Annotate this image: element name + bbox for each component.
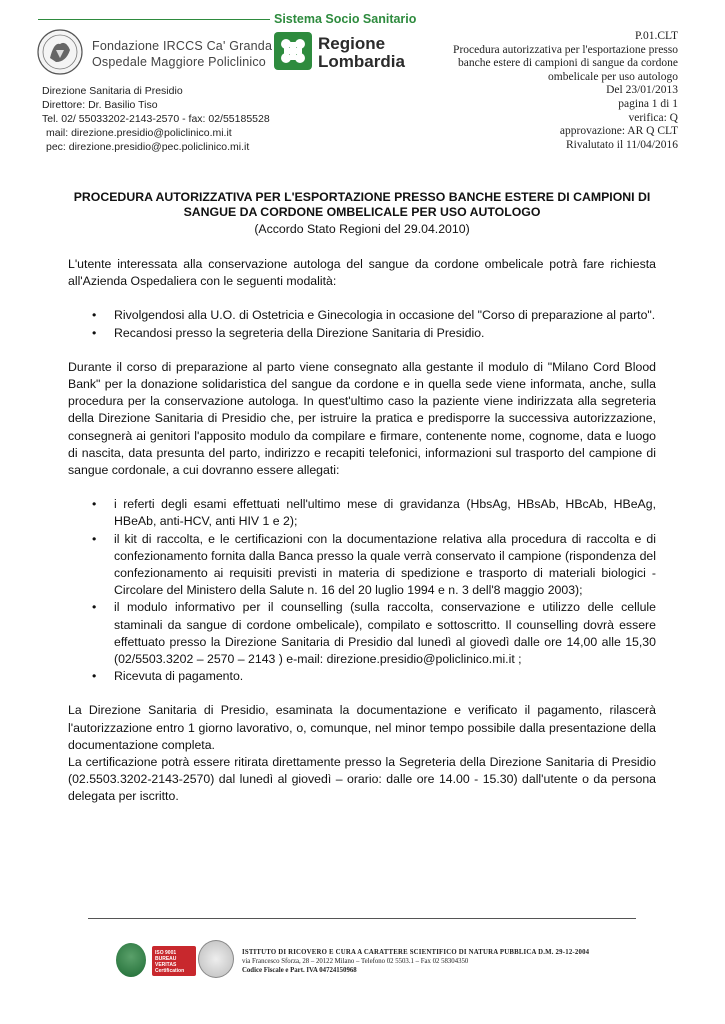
accreditation-seal-icon [116, 943, 146, 977]
header-rule [38, 19, 270, 20]
doc-verification: verifica: Q [628, 111, 678, 124]
region-name: Regione Lombardia [318, 34, 405, 71]
foundation-logo [36, 28, 84, 76]
phone-fax: Tel. 02/ 55033202-2143-2570 - fax: 02/55185528 [42, 113, 270, 125]
list-item: • Rivolgendosi alla U.O. di Ostetricia e Ginecologia in occasione del "Corso di preparazione al parto". [68, 307, 656, 324]
attachments-list [68, 496, 656, 685]
list-item: • Ricevuta di pagamento. [68, 668, 656, 685]
doc-approval: approvazione: AR Q CLT [559, 125, 678, 138]
directorate-contacts [42, 84, 270, 154]
document-title: PROCEDURA AUTORIZZATIVA PER L'ESPORTAZIONE PRESSO BANCHE ESTERE DI CAMPIONI DI SANGUE DA CORDONE OMBELICALE PER USO AUTOLOGO [73, 190, 651, 219]
iso-certification-badge: ISO 9001 BUREAU VERITAS Certification [152, 946, 196, 976]
foundation-name: Fondazione IRCCS Ca' Granda Ospedale Maggiore Policlinico [92, 39, 273, 69]
list-item: • Recandosi presso la segreteria della Direzione Sanitaria di Presidio. [68, 325, 656, 342]
document-subtitle: (Accordo Stato Regioni del 29.04.2010) [254, 222, 470, 236]
list-item: • il modulo informativo per il counselling (sulla raccolta, conservazione e utilizzo delle cellule staminali da sangue di cordone ombelicale), compilato e sottoscritto. Il counselling dovrà essere effettuato presso la Direzione Sanitaria di Presidio dal lunedì al giovedì dalle ore 14,00 alle 15,30 (02/5503.3202 – 2570 – 2143 ) e-mail: direzione.presidio@policlinico.mi.it ; [92, 600, 656, 667]
bullet-icon: • [92, 497, 97, 512]
pec-email: pec: direzione.presidio@pec.policlinico.mi.it [46, 141, 250, 153]
network-label: Sistema Socio Sanitario [274, 12, 417, 26]
doc-code: P.01.CLT [634, 30, 678, 42]
doc-page: pagina 1 di 1 [618, 97, 678, 110]
list-item: • i referti degli esami effettuati nell'ultimo mese di gravidanza (HbsAg, HBsAb, HBcAb, HBeAg, HBeAb, anti-HCV, anti HIV 1 e 2); [92, 497, 656, 529]
doc-title-line: ombelicale per uso autologo [548, 70, 678, 83]
quality-seal-icon [198, 940, 234, 978]
request-modes-list [68, 307, 656, 341]
bullet-icon: • [92, 325, 97, 340]
bullet-icon: • [92, 531, 97, 546]
directorate-name: Direzione Sanitaria di Presidio [42, 85, 183, 97]
institute-address: via Francesco Sforza, 28 – 20122 Milano – Telefono 02 5503.1 – Fax 02 58304350 [242, 958, 469, 965]
document-body [68, 256, 656, 806]
authorization-paragraph: La Direzione Sanitaria di Presidio, esaminata la documentazione e verificato il pagamento, rilascerà l'autorizzazione entro 1 giorno lavorativo, o, comunque, nel minor tempo possibile dalla presentazione della documentazione completa. [68, 703, 656, 752]
email: mail: direzione.presidio@policlinico.mi.it [46, 127, 232, 139]
intro-paragraph: L'utente interessata alla conservazione autologa del sangue da cordone ombelicale potrà fare richiesta all'Azienda Ospedaliera con le seguenti modalità: [68, 257, 656, 289]
doc-revaluation: Rivalutato il 11/04/2016 [565, 138, 678, 151]
document-metadata [408, 30, 678, 152]
footer-institute-info [242, 948, 589, 975]
doc-title-line: Procedura autorizzativa per l'esportazione presso [453, 43, 678, 56]
bullet-icon: • [92, 669, 97, 684]
regione-lombardia-logo [274, 32, 312, 70]
doc-title-line: banche estere di campioni di sangue da cordone [457, 57, 678, 70]
procedure-paragraph: Durante il corso di preparazione al parto viene consegnato alla gestante il modulo di "Milano Cord Blood Bank" per la donazione solidaristica del sangue da cordone e in quella sede viene informata, anche, sulla procedura per la conservazione autologa. In quest'ultimo caso la paziente viene indirizzata alla segreteria della Direzione Sanitaria di Presidio che, per istruire la pratica e predisporre la successiva autorizzazione, consegnerà ai genitori l'apposito modulo da compilare e firmare, contenente nome, cognome, data e luogo di nascita, data presunta del parto, indirizzo e recapiti telefonici, informazioni sul trasporto del campione di sangue cordonale, a cui dovranno essere allegati: [68, 359, 656, 478]
footer-rule [88, 918, 636, 919]
institute-name: ISTITUTO DI RICOVERO E CURA A CARATTERE SCIENTIFICO DI NATURA PUBBLICA D.M. 29-12-2004 [242, 949, 590, 956]
bullet-icon: • [92, 600, 97, 615]
pickup-paragraph: La certificazione potrà essere ritirata direttamente presso la Segreteria della Direzione Sanitaria di Presidio (02.5503.3202-2143-2570) dal lunedì al giovedì – orario: dalle ore 14.00 - 15.30) dall'utente o da persona delegata per iscritto. [68, 755, 656, 804]
director: Direttore: Dr. Basilio Tiso [42, 99, 158, 111]
list-item: • il kit di raccolta, e le certificazioni con la documentazione relativa alla procedura di raccolta e di confezionamento fornita dalla Banca presso la quale verrà conservato il campione (rispondenza del confezionamento ai requisiti previsti in materia di spedizione e trasporto di materiali biologici - Circolare del Ministero della Salute n. 16 del 20 luglio 1994 e n. 3 dell'8 maggio 2003); [92, 531, 656, 598]
bullet-icon: • [92, 308, 97, 323]
doc-date: Del 23/01/2013 [606, 84, 678, 97]
institute-tax-code: Codice Fiscale e Part. IVA 04724150968 [242, 967, 357, 974]
